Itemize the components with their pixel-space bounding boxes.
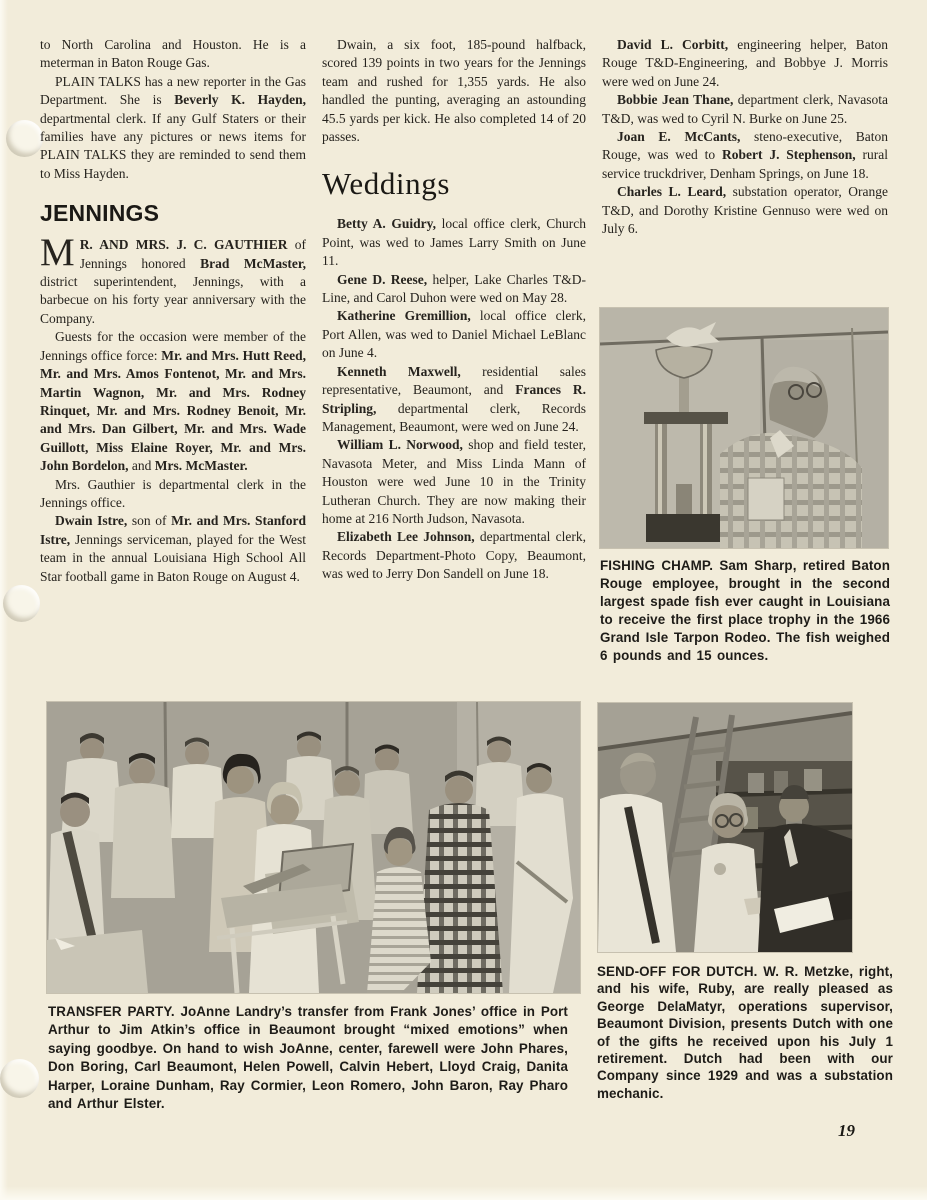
- column-2: [322, 36, 586, 584]
- caption-send-off: SEND-OFF FOR DUTCH. W. R. Metzke, right, and his wife, Ruby, are really pleased as George DelaMatyr, operations supervisor, Beaumont Division, presents Dutch with one of the gifts he received upon his July 1 retirement. Dutch had been with our Company since 1929 and was a substation mechanic.: [597, 964, 893, 1101]
- paragraph: to North Carolina and Houston. He is a meterman in Baton Rouge Gas.: [40, 37, 306, 71]
- column-3: [602, 36, 888, 238]
- page-number: 19: [838, 1121, 855, 1140]
- fishing-photo-illustration: [600, 308, 888, 548]
- paragraph: David L. Corbitt, engineering helper, Baton Rouge T&D-Engineering, and Bobbye J. Morris were wed on June 24.: [602, 37, 888, 89]
- paragraph: Joan E. McCants, steno-executive, Baton Rouge, was wed to Robert J. Stephenson, rural service truckdriver, Denham Springs, on June 18.: [602, 129, 889, 181]
- jennings-heading: JENNINGS: [40, 200, 160, 227]
- paragraph: Betty A. Guidry, local office clerk, Church Point, was wed to James Larry Smith on June 11.: [322, 216, 586, 269]
- punch-hole-bottom: [0, 1059, 39, 1098]
- photo-fishing-champ: [600, 308, 888, 548]
- drop-cap: M: [40, 231, 75, 275]
- transfer-photo-illustration: [47, 702, 580, 993]
- paragraph: William L. Norwood, shop and field tester, Navasota Meter, and Miss Linda Mann of Houston were wed June 10 in the Trinity Lutheran Church. They are now making their home at 216 North Judson, Navasota.: [322, 437, 586, 526]
- caption-transfer-party: TRANSFER PARTY. JoAnne Landry’s transfer from Frank Jones’ office in Port Arthur to Jim Atkin’s office in Beaumont brought “mixed emotions” when saying goodbye. On hand to wish JoAnne, center, farewell were John Phares, Don Boring, Carl Beaumont, Helen Powell, Calvin Hebert, Lloyd Craig, Danita Harper, Loraine Dunham, Ray Cormier, Leon Romero, John Baron, Ray Pharo and Arthur Elster.: [48, 1004, 568, 1112]
- paragraph: Kenneth Maxwell, residential sales representative, Beaumont, and Frances R. Stripling, departmental clerk, Records Management, Beaumont, were wed on June 24.: [322, 363, 586, 434]
- photo-transfer-party: [47, 702, 580, 993]
- page-edge-bottom: [0, 1186, 927, 1200]
- paragraph: Mrs. Gauthier is departmental clerk in the Jennings office.: [40, 476, 306, 510]
- weddings-heading: Weddings: [322, 166, 451, 202]
- paragraph: Guests for the occasion were member of the Jennings office force: Mr. and Mrs. Hutt Reed, Mr. and Mrs. Amos Fontenot, Mr. and Mrs. Martin Wagnon, Mr. and Mrs. Rodney Rinquet, Mr. and Mrs. Rodney Benoit, Mr. and Mrs. Dan Gilbert, Mr. and Mrs. Wade Guillott, Miss Elaine Royer, Mr. and Mrs. John Bordelon, and Mrs. McMaster.: [40, 329, 306, 474]
- paragraph: Gene D. Reese, helper, Lake Charles T&D-Line, and Carol Duhon were wed on May 28.: [322, 271, 586, 306]
- paragraph: Elizabeth Lee Johnson, departmental clerk, Records Department-Photo Copy, Beaumont, was wed to Jerry Don Sandell on June 18.: [322, 529, 586, 582]
- punch-hole-top: [6, 120, 43, 157]
- paragraph: Dwain Istre, son of Mr. and Mrs. Stanford Istre, Jennings serviceman, played for the West team in the annual Louisiana High School All Star football game in Baton Rouge on August 4.: [40, 513, 306, 584]
- sendoff-photo-illustration: [598, 703, 852, 952]
- punch-hole-middle: [3, 585, 40, 622]
- caption-fishing-champ: FISHING CHAMP. Sam Sharp, retired Baton Rouge employee, brought in the second largest spade fish ever caught in Louisiana to receive the first place trophy in the 1966 Grand Isle Tarpon Rodeo. The fish weighed 6 pounds and 15 ounces.: [600, 558, 890, 663]
- paragraph-dropcap: M R. AND MRS. J. C. GAUTHIER of Jennings honored Brad McMaster, district superintendent, Jennings, with a barbecue on his forty year anniversary with the Company.: [40, 231, 306, 326]
- column-1: [40, 36, 306, 586]
- paragraph: Bobbie Jean Thane, department clerk, Navasota T&D, was wed to Cyril N. Burke on June 25.: [602, 92, 888, 126]
- paragraph: Dwain, a six foot, 185-pound halfback, scored 139 points in two years for the Jennings team and rushed for 1,355 yards. He also handled the punting, averaging an astounding 45.5 yards per kick. He also completed 14 of 20 passes.: [322, 37, 586, 145]
- paragraph: Charles L. Leard, substation operator, Orange T&D, and Dorothy Kristine Gennuso were wed on July 6.: [602, 184, 888, 237]
- paragraph: Katherine Gremillion, local office clerk, Port Allen, was wed to Daniel Michael LeBlanc on June 4.: [322, 308, 586, 361]
- paragraph: PLAIN TALKS has a new reporter in the Gas Department. She is Beverly K. Hayden, departmental clerk. If any Gulf Staters or their families have any pictures or news items for PLAIN TALKS they are reminded to send them to Miss Hayden.: [40, 73, 306, 181]
- photo-send-off: [598, 703, 852, 952]
